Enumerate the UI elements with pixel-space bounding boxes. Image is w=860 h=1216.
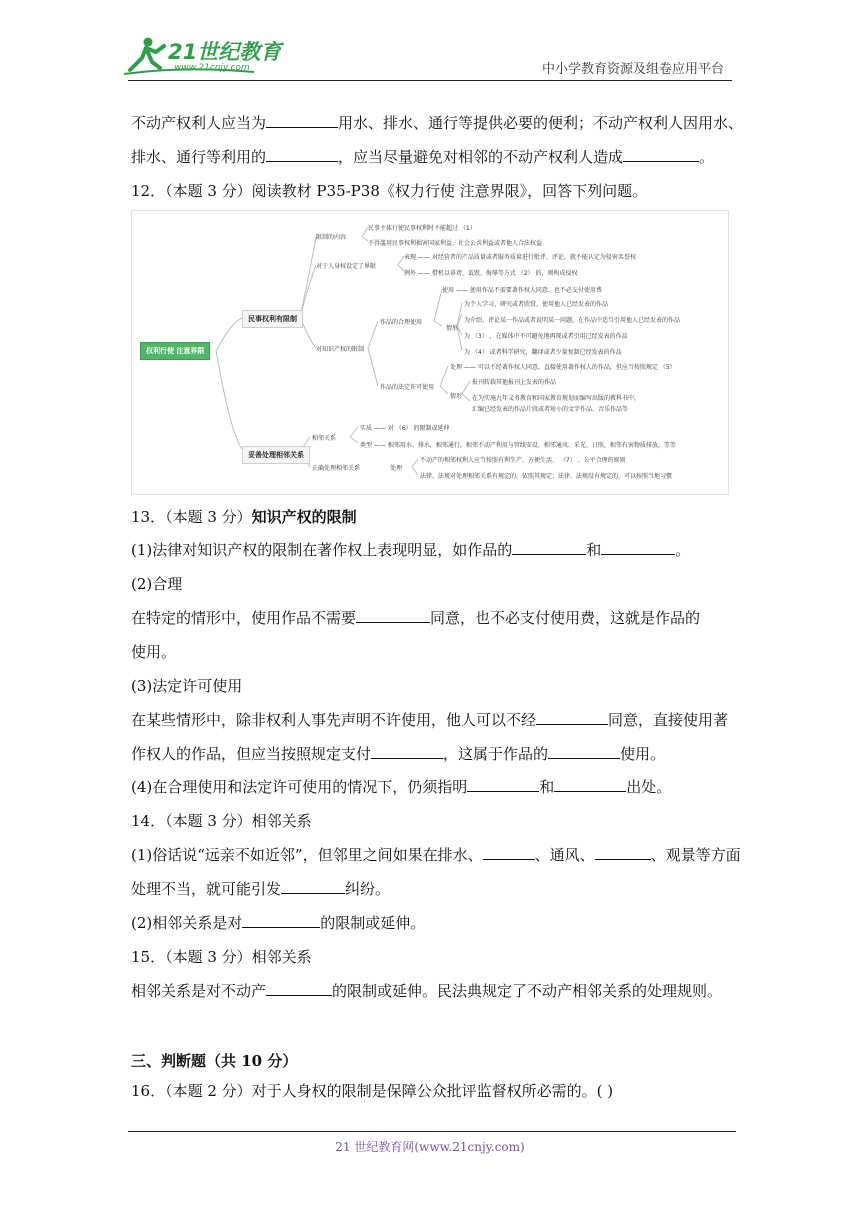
logo-url: www.21cnjy.com [174, 63, 250, 73]
q13-part-2-line-1: 在特定的情形中，使用作品不需要 同意，也不必支付使用费，这就是作品的 [131, 609, 701, 627]
mind-map-branch-neighbor: 妥善处理相邻关系 [242, 446, 310, 464]
q13-part-3-line-1: 在某些情形中，除非权利人事先声明不许使用，他人可以不经 同意，直接使用著 [131, 711, 729, 729]
mm-legal-case-1: 报刊转载其他报刊上发表的作品 [472, 379, 557, 386]
mm-person-2: 例外 —— 借机以诽谤、诋毁、侮辱等方式 （2） 的，则构成侵权 [404, 270, 578, 277]
mm-person-1: 表现 —— 对经营者的产品质量或者服务质量进行批评、评论，就不能认定为侵害名誉权 [404, 254, 636, 261]
q14-title: 14．（本题 3 分）相邻关系 [131, 812, 312, 830]
q12-question: 12．（本题 3 分）阅读教材 P35-P38《权力行使 注意界限》，回答下列问题。 [131, 182, 648, 200]
mm-ip: 对知识产权的限制 [316, 346, 365, 353]
mm-legal: 作品的法定许可使用 [380, 384, 435, 391]
q11-line-1: 不动产权利人应当为 用水、排水、通行等提供必要的便利；不动产权利人因用水、 [131, 114, 744, 132]
q13-part-2-line-2: 使用。 [131, 643, 177, 661]
section-3-title: 三、判断题（共 10 分） [131, 1052, 298, 1070]
q13-part-3-line-2: 作权人的作品，但应当按照规定支付 ，这属于作品的 使用。 [131, 745, 666, 763]
mm-relation-1: 实质 —— 对 （6） 的限制或延伸 [360, 425, 450, 432]
mind-map-root: 权利行使 注意界限 [140, 342, 210, 360]
mm-relation-2: 类型 —— 相邻用水、排水，相邻通行，相邻不动产利用与管线安设，相邻通风、采光、日照，相邻有害物质排放，等等 [360, 442, 676, 449]
q15-title: 15．（本题 3 分）相邻关系 [131, 948, 312, 966]
q14-part-1-line-1: (1)俗话说“远亲不如近邻”，但邻里之间如果在排水、 、通风、 、观景等方面 [131, 846, 741, 864]
mm-fair-case-1: 为个人学习、研究或者欣赏，使用他人已经发表的作品 [464, 301, 609, 308]
mm-fair-cases: 情形 [446, 325, 459, 332]
mm-limit-2: 不得滥用民事权利损害国家利益、社会公共利益或者他人合法权益 [368, 240, 543, 247]
mm-limit: 限制的内容 [316, 234, 347, 241]
q15-text: 相邻关系是对不动产 的限制或延伸。民法典规定了不动产相邻关系的处理规则。 [131, 982, 723, 1000]
q16-question: 16．（本题 2 分）对于人身权的限制是保障公众批评监督权所必需的。( ) [131, 1082, 614, 1100]
q13-part-4: (4)在合理使用和法定许可使用的情况下，仍须指明 和 出处。 [131, 778, 672, 796]
mm-handle: 正确处理相邻关系 [312, 465, 361, 472]
site-logo [124, 34, 294, 78]
q13-part-2-heading: (2)合理 [131, 575, 183, 593]
mm-handle-1: 不动产的相邻权利人应当按照有利生产、方便生活、 （7） 、公平合理的原则 [420, 457, 626, 464]
mm-handle-label: 处理 [390, 465, 403, 472]
mm-limit-1: 民事主体行使民事权利时不能超过 （1） [368, 225, 476, 232]
mind-map-branch-civil-rights: 民事权利有限制 [242, 310, 303, 328]
q13-part-1: (1)法律对知识产权的限制在著作权上表现明显，如作品的 和 。 [131, 541, 691, 559]
mm-legal-case-3: 汇编已经发表的作品片段或者短小的文字作品、音乐作品等 [472, 406, 629, 413]
mind-map-figure [131, 210, 729, 495]
mm-person: 对于人身权设定了界限 [316, 263, 377, 270]
q14-part-2: (2)相邻关系是对 的限制或延伸。 [131, 914, 426, 932]
mm-fair-case-4: 为 （4） 或者科学研究，翻译或者少量复制已经发表的作品 [464, 349, 622, 356]
q13-part-3-heading: (3)法定许可使用 [131, 677, 243, 695]
header-divider [128, 80, 732, 81]
mm-fair-case-2: 为介绍、评论某一作品或者说明某一问题，在作品中适当引用他人已经发表的作品 [464, 317, 681, 324]
mm-fair: 作品的合理使用 [380, 319, 423, 326]
q13-title: 13．（本题 3 分）知识产权的限制 [131, 508, 357, 526]
mm-legal-case-2: 在为实施九年义务教育和国家教育规划而编写出版的教科书中， [472, 395, 641, 402]
mm-legal-use: 处理 —— 可以不经著作权人同意，直接使用著作权人的作品，但应当按照规定 （5） [450, 364, 676, 371]
header-platform-name: 中小学教育资源及组卷应用平台 [541, 62, 724, 77]
mm-relation: 相邻关系 [312, 435, 337, 442]
logo-title: 21世纪教育 [168, 40, 282, 64]
mm-legal-cases: 情形 [450, 393, 463, 400]
mm-handle-2: 法律、法规对处理相邻关系有规定的，依照其规定；法律、法规没有规定的，可以按照当地习惯 [420, 473, 673, 480]
footer-divider [128, 1131, 736, 1132]
mm-fair-case-3: 为 （3） ，在媒体中不可避免地再现或者引用已经发表的作品 [464, 333, 628, 340]
mm-fair-use: 使用 —— 使用作品不需要著作权人同意，也不必支付使用费 [442, 287, 602, 294]
footer-source: 21 世纪教育网(www.21cnjy.com) [335, 1140, 525, 1154]
q11-line-2: 排水、通行等利用的 ，应当尽量避免对相邻的不动产权利人造成 。 [131, 148, 715, 166]
q14-part-1-line-2: 处理不当，就可能引发 纠纷。 [131, 880, 391, 898]
